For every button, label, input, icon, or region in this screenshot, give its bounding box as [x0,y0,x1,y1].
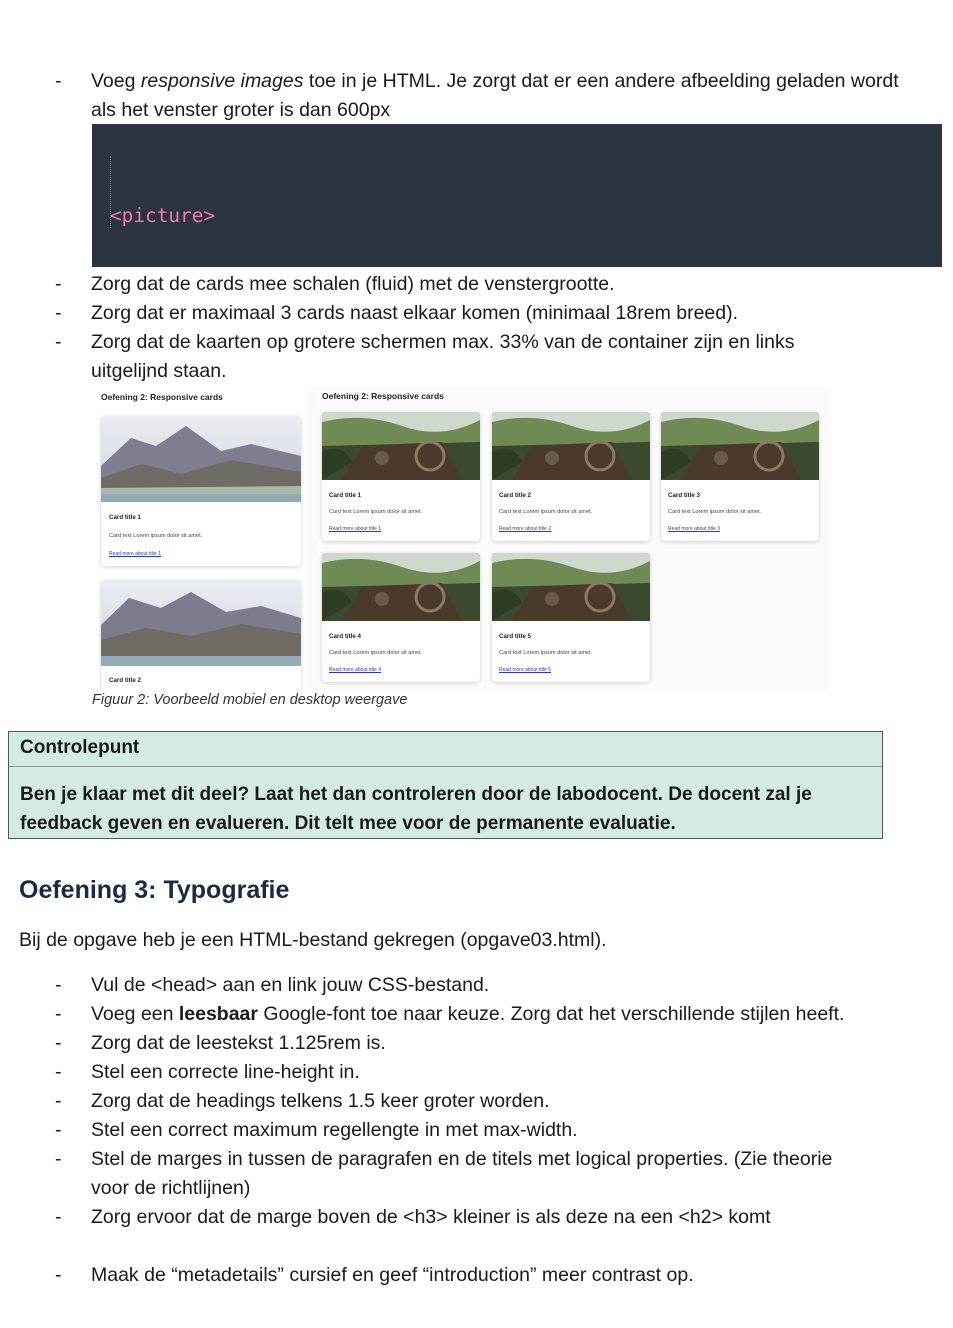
text-run: Stel de marges in tussen de paragrafen en de titels met logical properties. (Zie theorie voor de richtlijnen) [91,1148,833,1199]
card-link[interactable]: Read more about title 1 [109,551,161,557]
car-interior-photo [322,553,480,621]
checkpoint-heading: Controlepunt [20,737,140,758]
card-title: Card title 2 [109,677,141,684]
bullet: - [55,1148,62,1170]
list-item-text [91,1116,913,1145]
code-block [92,124,942,267]
list-item-text: Zorg dat de cards mee schalen (fluid) met de venstergrootte. [91,273,615,295]
card-link[interactable]: Read more about title 3 [668,526,720,532]
mobile-view [92,386,306,690]
mobile-title: Oefening 2: Responsive cards [101,392,223,402]
card-text: Card text Lorem ipsum dolor sit amet. [109,533,203,539]
card [492,412,650,541]
list-item-text: Zorg dat de kaarten op grotere schermen max. 33% van de container zijn en links uitgelijnd staan. [91,331,795,382]
text-run: Zorg dat de headings telkens 1.5 keer groter worden. [91,1090,550,1112]
bullet: - [55,974,62,996]
bullet: - [55,1090,62,1112]
card [101,580,301,690]
list-item-text [91,67,913,125]
code-line [110,204,942,228]
bold-text: leesbaar [178,1003,258,1025]
text-run: toe in je HTML. Je zorgt dat er een andere afbeelding geladen wordt als het venster groter is dan 600px [91,70,899,121]
text-run: Vul de <head> aan en link jouw CSS-bestand. [91,974,490,996]
car-interior-photo [492,412,650,480]
list-item-text [91,1000,913,1029]
card-title: Card title 5 [499,633,531,640]
desktop-title: Oefening 2: Responsive cards [322,391,444,401]
checkpoint-text: Ben je klaar met dit deel? Laat het dan controleren door de labodocent. De docent zal je feedback geven en evalueren. Dit telt mee voor de permanente evaluatie. [20,784,812,834]
card-link[interactable]: Read more about title 5 [499,667,551,673]
card-text: Card text Lorem ipsum dolor sit amet. [668,509,762,515]
card [492,553,650,682]
card-title: Card title 4 [329,633,361,640]
bullet: - [55,273,62,295]
list-item-text [91,1058,913,1087]
list-item-text [91,971,913,1000]
mountain-photo [101,416,301,502]
text-run: Voeg een [91,1003,179,1025]
mountain-photo [101,580,301,666]
card [661,412,819,541]
bullet: - [55,302,62,324]
text-run: Stel een correct maximum regellengte in met max-width. [91,1119,578,1141]
card-title: Card title 1 [109,514,141,521]
bullet: - [55,1032,62,1054]
text-run: Voeg [91,70,141,92]
bullet: - [55,70,62,92]
list-item-text [91,1029,913,1058]
bullet: - [55,1206,62,1228]
figure-screenshot [92,386,830,690]
bullet: - [55,1003,62,1025]
section-intro: Bij de opgave heb je een HTML-bestand gekregen (opgave03.html). [19,929,607,951]
code-indent-guide [110,156,113,228]
text-run: Stel een correcte line-height in. [91,1061,360,1083]
bullet: - [55,1119,62,1141]
text-run: Maak de “metadetails” cursief en geef “introduction” meer contrast op. [91,1264,694,1286]
list-item-text: Zorg dat er maximaal 3 cards naast elkaar komen (minimaal 18rem breed). [91,302,739,324]
card [322,412,480,541]
section-heading: Oefening 3: Typografie [19,876,290,904]
bullet: - [55,1264,62,1286]
list-item-text [91,1087,913,1116]
car-interior-photo [661,412,819,480]
bullet: - [55,331,62,353]
italic-text: responsive images [140,70,304,92]
card-title: Card title 3 [668,492,700,499]
text-run: Zorg ervoor dat de marge boven de <h3> kleiner is als deze na een <h2> komt [91,1206,771,1228]
card-text: Card text Lorem ipsum dolor sit amet. [329,509,423,515]
card [101,416,301,566]
list-item-text [91,1261,913,1290]
card-text: Card text Lorem ipsum dolor sit amet. [499,650,593,656]
figure-caption: Figuur 2: Voorbeeld mobiel en desktop weergave [92,692,408,708]
car-interior-photo [492,553,650,621]
card-link[interactable]: Read more about title 2 [499,526,551,532]
bullet: - [55,1061,62,1083]
card-link[interactable]: Read more about title 4 [329,667,381,673]
checkpoint-box [8,731,883,839]
text-run: Zorg dat de leestekst 1.125rem is. [91,1032,386,1054]
car-interior-photo [322,412,480,480]
card-title: Card title 2 [499,492,531,499]
divider [9,766,882,767]
card-text: Card text Lorem ipsum dolor sit amet. [329,650,423,656]
list-item-text [91,1145,873,1203]
text-run: Google-font toe naar keuze. Zorg dat het verschillende stijlen heeft. [258,1003,845,1025]
list-item-text [91,1203,913,1232]
code-token: <picture> [110,204,216,227]
card-text: Card text Lorem ipsum dolor sit amet. [499,509,593,515]
card-title: Card title 1 [329,492,361,499]
desktop-view [314,386,830,690]
card [322,553,480,682]
card-link[interactable]: Read more about title 1 [329,526,381,532]
